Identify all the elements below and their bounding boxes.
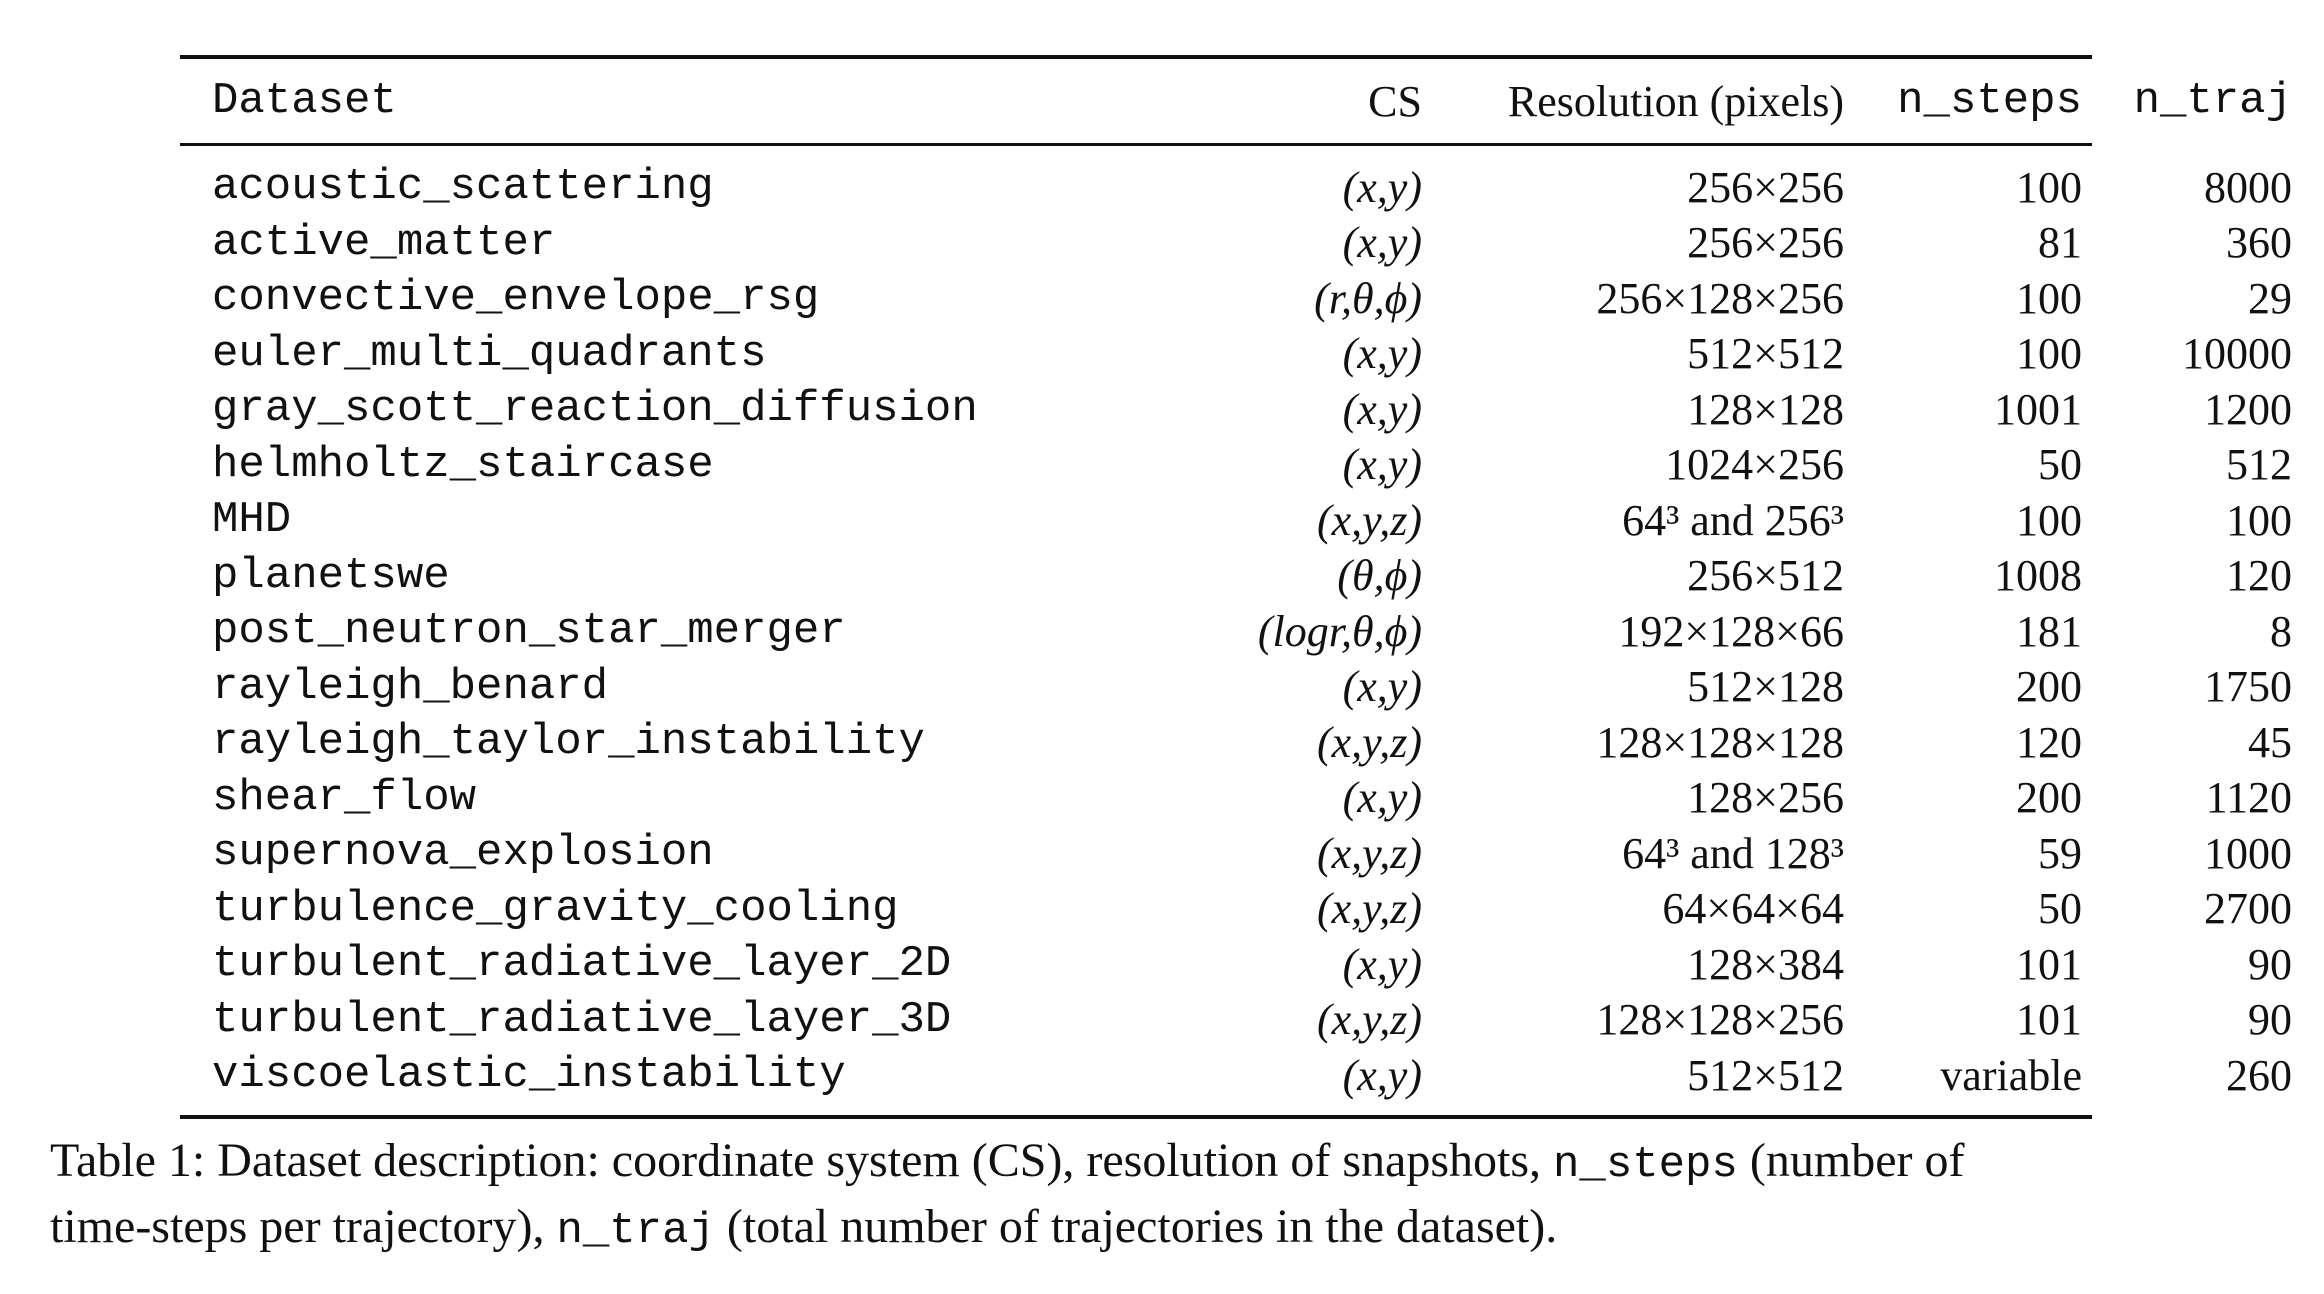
table-row — [180, 715, 2324, 771]
cell-dataset: planetswe — [212, 550, 450, 601]
cell-dataset: active_matter — [212, 217, 556, 268]
cell-resolution: 256×128×256 — [1596, 273, 1844, 323]
cell-cs: (x,y,z) — [1316, 495, 1422, 545]
cell-dataset: turbulent_radiative_layer_3D — [212, 994, 952, 1045]
cell-dataset: MHD — [212, 495, 292, 546]
cell-cs: (x,y) — [1342, 218, 1422, 268]
cell-n-steps: 200 — [2016, 773, 2082, 823]
cell-cs: (x,y) — [1342, 1050, 1422, 1100]
cell-n-traj: 360 — [2226, 218, 2292, 268]
table-row — [180, 493, 2324, 549]
table-bottom-rule — [180, 1115, 2092, 1119]
cell-n-traj: 120 — [2226, 551, 2292, 601]
cell-dataset: supernova_explosion — [212, 828, 714, 879]
cell-cs: (θ,ϕ) — [1337, 551, 1422, 601]
cell-resolution: 512×128 — [1687, 662, 1844, 712]
table-caption — [50, 1130, 2240, 1262]
cell-dataset: viscoelastic_instability — [212, 1050, 846, 1101]
cell-resolution: 64³ and 128³ — [1622, 828, 1844, 878]
table-row — [180, 659, 2324, 715]
cell-dataset: rayleigh_benard — [212, 661, 609, 712]
cell-resolution: 512×512 — [1687, 1050, 1844, 1100]
cell-cs: (x,y) — [1342, 773, 1422, 823]
cell-resolution: 256×256 — [1687, 162, 1844, 212]
table-row — [180, 215, 2324, 271]
cell-resolution: 128×128×128 — [1596, 717, 1844, 767]
cell-n-steps: 200 — [2016, 662, 2082, 712]
cell-dataset: euler_multi_quadrants — [212, 328, 767, 379]
caption-line-2 — [50, 1196, 2240, 1262]
cell-cs: (x,y) — [1342, 662, 1422, 712]
cell-cs: (r,θ,ϕ) — [1314, 273, 1422, 323]
header-row — [180, 59, 2324, 143]
cell-n-traj: 90 — [2248, 995, 2292, 1045]
caption-code-n-steps: n_steps — [1553, 1140, 1738, 1190]
caption-code-n-traj: n_traj — [556, 1206, 715, 1256]
cell-n-traj: 1750 — [2204, 662, 2292, 712]
table-row — [180, 382, 2324, 438]
table-row — [180, 1048, 2324, 1104]
cell-n-steps: 100 — [2016, 495, 2082, 545]
table-row — [180, 881, 2324, 937]
table-rows — [180, 160, 2324, 1104]
table-header-rule — [180, 143, 2092, 146]
cell-cs: (x,y,z) — [1316, 995, 1422, 1045]
header-n-traj: n_traj — [2133, 76, 2292, 126]
caption-text-1b: (number of — [1737, 1134, 1965, 1187]
header-resolution: Resolution (pixels) — [1507, 76, 1844, 126]
cell-n-steps: 100 — [2016, 329, 2082, 379]
cell-cs: (logr,θ,ϕ) — [1257, 606, 1422, 656]
cell-n-traj: 45 — [2248, 717, 2292, 767]
cell-cs: (x,y) — [1342, 329, 1422, 379]
cell-n-steps: 50 — [2038, 440, 2082, 490]
table-body — [180, 160, 2324, 1104]
caption-text-2b: (total number of trajectories in the dataset). — [714, 1200, 1558, 1253]
table-row — [180, 160, 2324, 216]
header-dataset: Dataset — [212, 76, 397, 126]
cell-resolution: 256×256 — [1687, 218, 1844, 268]
cell-n-traj: 512 — [2226, 440, 2292, 490]
cell-n-traj: 8 — [2270, 606, 2292, 656]
cell-n-steps: 101 — [2016, 995, 2082, 1045]
cell-dataset: post_neutron_star_merger — [212, 606, 846, 657]
cell-resolution: 64³ and 256³ — [1622, 495, 1844, 545]
header-cs: CS — [1368, 76, 1422, 126]
caption-line-1 — [50, 1130, 2240, 1196]
table-header — [180, 59, 2324, 143]
cell-dataset: helmholtz_staircase — [212, 439, 714, 490]
cell-dataset: gray_scott_reaction_diffusion — [212, 384, 978, 435]
cell-n-steps: 59 — [2038, 828, 2082, 878]
cell-n-steps: 120 — [2016, 717, 2082, 767]
cell-n-traj: 10000 — [2182, 329, 2292, 379]
cell-n-steps: 181 — [2016, 606, 2082, 656]
cell-n-traj: 90 — [2248, 939, 2292, 989]
cell-n-traj: 8000 — [2204, 162, 2292, 212]
dataset-table — [180, 55, 2292, 1119]
cell-n-steps: 100 — [2016, 273, 2082, 323]
cell-dataset: rayleigh_taylor_instability — [212, 717, 925, 768]
table-row — [180, 326, 2324, 382]
cell-resolution: 128×384 — [1687, 939, 1844, 989]
table-row — [180, 992, 2324, 1048]
cell-n-steps: variable — [1940, 1050, 2082, 1100]
cell-dataset: acoustic_scattering — [212, 162, 714, 213]
cell-n-traj: 260 — [2226, 1050, 2292, 1100]
cell-cs: (x,y,z) — [1316, 884, 1422, 934]
cell-resolution: 128×256 — [1687, 773, 1844, 823]
table-row — [180, 271, 2324, 327]
cell-resolution: 64×64×64 — [1662, 884, 1844, 934]
cell-n-steps: 1008 — [1994, 551, 2082, 601]
table-row — [180, 437, 2324, 493]
cell-n-steps: 100 — [2016, 162, 2082, 212]
table-row — [180, 548, 2324, 604]
caption-text-2a: time-steps per trajectory), — [50, 1200, 557, 1253]
cell-n-traj: 2700 — [2204, 884, 2292, 934]
cell-n-traj: 1000 — [2204, 828, 2292, 878]
cell-n-traj: 100 — [2226, 495, 2292, 545]
cell-cs: (x,y) — [1342, 440, 1422, 490]
cell-cs: (x,y) — [1342, 162, 1422, 212]
cell-cs: (x,y,z) — [1316, 717, 1422, 767]
cell-resolution: 192×128×66 — [1618, 606, 1844, 656]
cell-resolution: 128×128 — [1687, 384, 1844, 434]
cell-n-steps: 1001 — [1994, 384, 2082, 434]
header-n-steps: n_steps — [1897, 76, 2082, 126]
table-row — [180, 826, 2324, 882]
cell-n-traj: 1120 — [2205, 773, 2292, 823]
cell-cs: (x,y) — [1342, 939, 1422, 989]
cell-n-steps: 101 — [2016, 939, 2082, 989]
cell-dataset: turbulent_radiative_layer_2D — [212, 939, 952, 990]
cell-dataset: convective_envelope_rsg — [212, 273, 820, 324]
table-row — [180, 937, 2324, 993]
cell-n-steps: 81 — [2038, 218, 2082, 268]
cell-resolution: 512×512 — [1687, 329, 1844, 379]
caption-text-1a: Table 1: Dataset description: coordinate system (CS), resolution of snapshots, — [50, 1134, 1554, 1187]
cell-n-traj: 1200 — [2204, 384, 2292, 434]
cell-cs: (x,y) — [1342, 384, 1422, 434]
cell-n-steps: 50 — [2038, 884, 2082, 934]
cell-resolution: 1024×256 — [1665, 440, 1844, 490]
table-row — [180, 604, 2324, 660]
cell-resolution: 128×128×256 — [1596, 995, 1844, 1045]
table-row — [180, 770, 2324, 826]
cell-cs: (x,y,z) — [1316, 828, 1422, 878]
cell-dataset: turbulence_gravity_cooling — [212, 883, 899, 934]
cell-dataset: shear_flow — [212, 772, 477, 823]
cell-n-traj: 29 — [2248, 273, 2292, 323]
cell-resolution: 256×512 — [1687, 551, 1844, 601]
